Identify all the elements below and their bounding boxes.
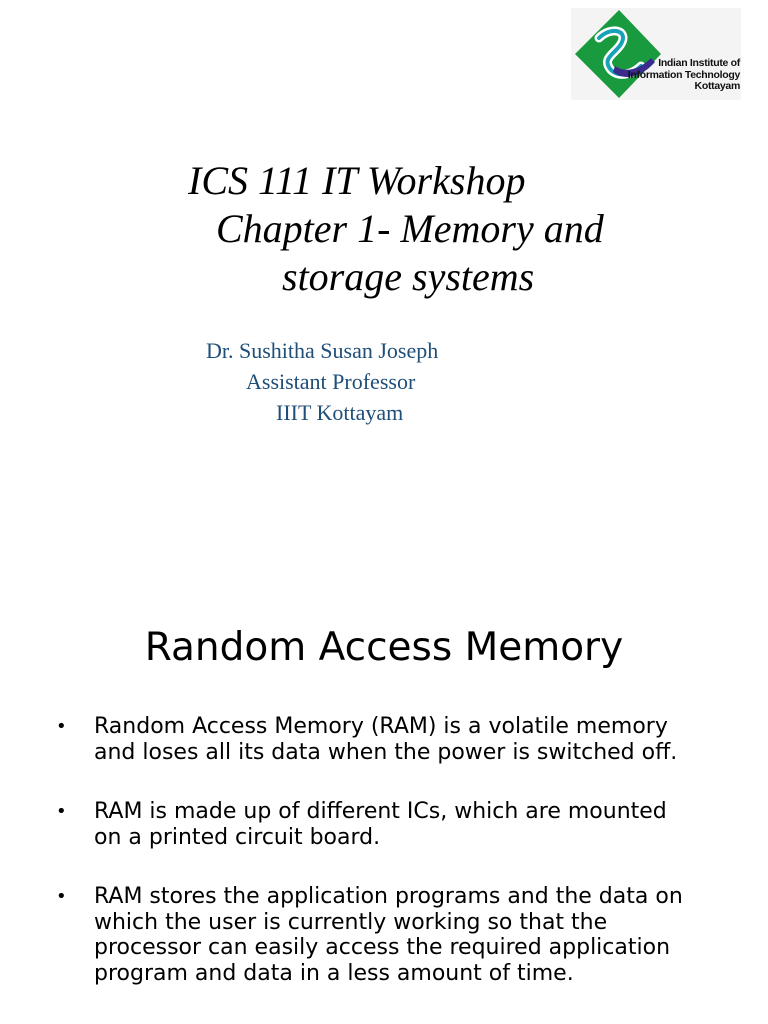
bullet-line: and loses all its data when the power is switched off. <box>94 739 678 765</box>
author-institution: IIIT Kottayam <box>276 400 404 425</box>
bullet-item <box>56 799 736 850</box>
bullet-list <box>56 714 736 1020</box>
bullet-text <box>94 714 736 765</box>
bullet-text <box>94 799 736 850</box>
logo-line: Indian Institute of <box>658 57 740 69</box>
author-name: Dr. Sushitha Susan Joseph <box>206 338 439 363</box>
slide-heading: Random Access Memory <box>144 625 624 670</box>
bullet-line: which the user is currently working so that the <box>94 909 608 935</box>
bullet-line: program and data in a less amount of time. <box>94 960 574 986</box>
bullet-item <box>56 714 736 765</box>
slide-title <box>150 157 670 301</box>
logo-line: Kottayam <box>694 80 740 92</box>
bullet-item <box>56 884 736 986</box>
logo-line: Information Technology <box>627 68 740 81</box>
bullet-line: processor can easily access the required application <box>94 935 671 960</box>
content-slide <box>0 580 768 1024</box>
bullet-line: RAM is made up of different ICs, which are mounted <box>94 799 667 824</box>
iiit-kottayam-logo <box>571 8 741 100</box>
bullet-icon: • <box>56 886 67 907</box>
bullet-line: RAM stores the application programs and the data on <box>94 884 683 909</box>
title-line: ICS 111 IT Workshop <box>188 158 526 203</box>
bullet-icon: • <box>56 801 67 822</box>
title-line: storage systems <box>282 254 535 299</box>
bullet-line: Random Access Memory (RAM) is a volatile memory <box>94 714 668 739</box>
author-position: Assistant Professor <box>246 369 416 394</box>
title-line: Chapter 1- Memory and <box>216 206 604 251</box>
bullet-text <box>94 884 736 986</box>
author-block <box>150 335 550 428</box>
logo-text <box>624 58 740 93</box>
bullet-line: on a printed circuit board. <box>94 824 381 850</box>
bullet-icon: • <box>56 716 67 737</box>
